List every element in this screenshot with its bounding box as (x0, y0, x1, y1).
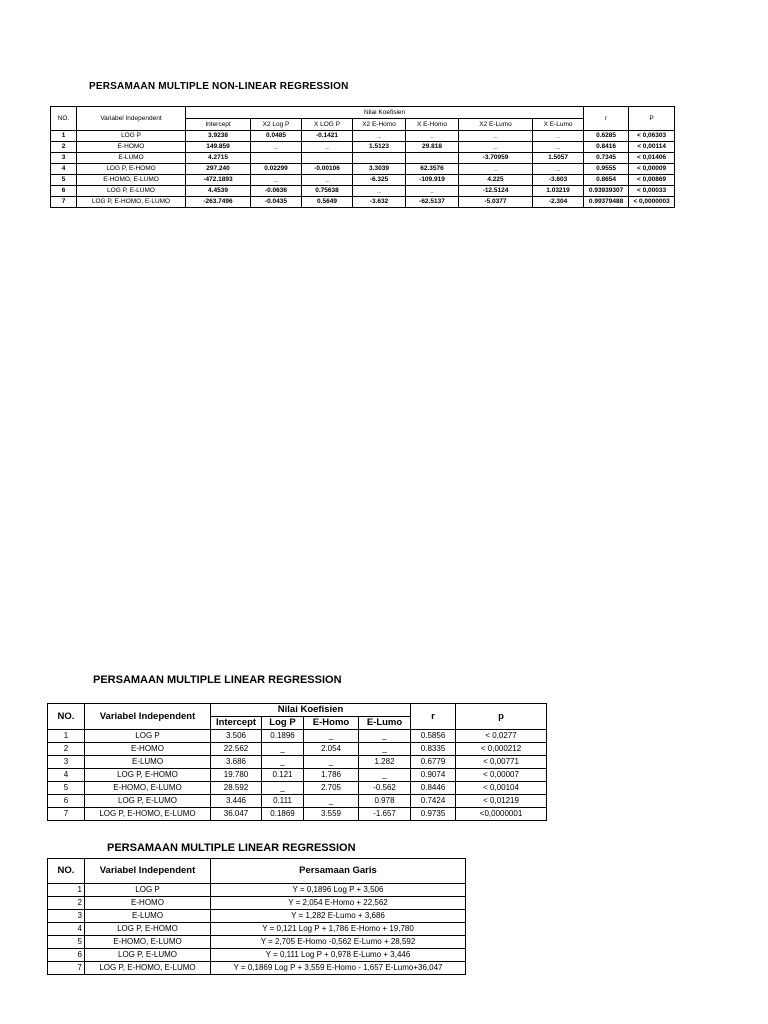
header-nilai-koefisien: Nilai Koefisien (186, 107, 584, 119)
table-cell: 0.6779 (411, 756, 456, 769)
table-cell: <0,0000001 (456, 808, 547, 821)
table-cell: 0.121 (262, 769, 304, 782)
table-row (51, 175, 675, 186)
table-cell: Y = 0,111 Log P + 0,978 E-Lumo + 3,446 (211, 949, 466, 962)
table-cell: 0.8446 (411, 782, 456, 795)
table-cell: 36.047 (211, 808, 262, 821)
table-cell: < 0,00114 (629, 142, 675, 153)
nonlinear-regression-table (50, 106, 675, 208)
table-cell: E-LUMO (85, 756, 211, 769)
header-variabel: Variabel Independent (85, 704, 211, 730)
table-cell (353, 153, 406, 164)
table-cell: 2.054 (304, 743, 359, 756)
table-cell: _ (459, 142, 533, 153)
subheader-cell: Log P (262, 717, 304, 730)
table-cell: _ (533, 164, 584, 175)
table-cell: E-LUMO (85, 910, 211, 923)
table-cell: 1.786 (304, 769, 359, 782)
table-cell: < 0,0277 (456, 730, 547, 743)
table-cell: LOG P, E-HOMO (85, 923, 211, 936)
table-cell: 4 (48, 769, 85, 782)
table-cell: 2 (48, 743, 85, 756)
table-cell: -0.1421 (302, 131, 353, 142)
table-cell (251, 153, 302, 164)
table-cell: 5 (48, 782, 85, 795)
table-cell: _ (406, 186, 459, 197)
table-cell: 1.5057 (533, 153, 584, 164)
table-cell: 0.93939307 (584, 186, 629, 197)
table-row (48, 795, 547, 808)
header-r: r (411, 704, 456, 730)
subheader-cell: X E-Homo (406, 119, 459, 131)
table-cell: -0.00106 (302, 164, 353, 175)
table-cell: 1.03219 (533, 186, 584, 197)
table-cell: 28.592 (211, 782, 262, 795)
table-cell: -0.0435 (251, 197, 302, 208)
subheader-cell: E-Lumo (359, 717, 411, 730)
subheader-cell: X2 E-Lumo (459, 119, 533, 131)
table-cell: < 0,00869 (629, 175, 675, 186)
table-cell: E-HOMO, E-LUMO (85, 936, 211, 949)
table-cell: _ (359, 743, 411, 756)
table-cell: < 0,00007 (456, 769, 547, 782)
table-cell: _ (359, 769, 411, 782)
table-cell: 2 (51, 142, 77, 153)
table-cell: 1.5123 (353, 142, 406, 153)
table-cell: LOG P, E-LUMO (77, 186, 186, 197)
table-cell: 0.7345 (584, 153, 629, 164)
table-cell: 3 (48, 756, 85, 769)
table-cell: 62.3576 (406, 164, 459, 175)
table-cell: LOG P, E-HOMO (85, 769, 211, 782)
table-cell: Y = 1,282 E-Lumo + 3,686 (211, 910, 466, 923)
table-cell: -5.0377 (459, 197, 533, 208)
header-no: NO. (48, 859, 85, 884)
table-cell: LOG P (85, 730, 211, 743)
table-cell: _ (262, 743, 304, 756)
table-cell: _ (533, 131, 584, 142)
subheader-cell: X LOG P (302, 119, 353, 131)
table-cell: -2.304 (533, 197, 584, 208)
table-cell: _ (533, 142, 584, 153)
table-row (48, 962, 466, 975)
table-cell: -0.0636 (251, 186, 302, 197)
table-cell: 0.02299 (251, 164, 302, 175)
table-row (51, 164, 675, 175)
table-cell: _ (359, 730, 411, 743)
table-cell: LOG P (85, 884, 211, 897)
table-cell: < 0,00771 (456, 756, 547, 769)
subheader-cell: Intercept (211, 717, 262, 730)
table-cell: 6 (48, 949, 85, 962)
table-cell: 4.4539 (186, 186, 251, 197)
table-cell: _ (353, 186, 406, 197)
table-cell: LOG P, E-LUMO (85, 795, 211, 808)
table-cell: 4.225 (459, 175, 533, 186)
table-row (51, 153, 675, 164)
table-cell: -62.5137 (406, 197, 459, 208)
table-row (48, 949, 466, 962)
table-cell: _ (251, 142, 302, 153)
table-row (48, 910, 466, 923)
table-cell: < 0,00104 (456, 782, 547, 795)
table-cell: -6.325 (353, 175, 406, 186)
table-cell: _ (353, 131, 406, 142)
table-cell: E-HOMO (77, 142, 186, 153)
table-cell: 0.5649 (302, 197, 353, 208)
table-row (48, 897, 466, 910)
table-row (48, 769, 547, 782)
table-cell: Y = 2,054 E-Homo + 22,562 (211, 897, 466, 910)
subheader-cell: X2 Log P (251, 119, 302, 131)
table-cell: 7 (48, 962, 85, 975)
table-cell: 1 (48, 730, 85, 743)
table-cell: 3.506 (211, 730, 262, 743)
table-cell: 3.446 (211, 795, 262, 808)
table-cell: LOG P, E-HOMO, E-LUMO (85, 962, 211, 975)
table-cell: 3 (48, 910, 85, 923)
table-row (51, 142, 675, 153)
table-cell: -1.657 (359, 808, 411, 821)
table-cell: E-LUMO (77, 153, 186, 164)
table3-title: PERSAMAAN MULTIPLE LINEAR REGRESSION (107, 842, 356, 854)
table-row (51, 131, 675, 142)
table-cell: Y = 0,121 Log P + 1,786 E-Homo + 19,780 (211, 923, 466, 936)
table-cell: 4.2715 (186, 153, 251, 164)
table1-title: PERSAMAAN MULTIPLE NON-LINEAR REGRESSION (89, 81, 349, 92)
header-p: P (629, 107, 675, 131)
table-cell: 0.978 (359, 795, 411, 808)
linear-regression-table (47, 703, 547, 821)
table-cell: 3.9238 (186, 131, 251, 142)
table-cell: 29.818 (406, 142, 459, 153)
table-cell: 0.6285 (584, 131, 629, 142)
table-cell: -472.1893 (186, 175, 251, 186)
subheader-cell: X2 E-Homo (353, 119, 406, 131)
table-cell: _ (251, 175, 302, 186)
table-row (48, 884, 466, 897)
table-cell: 0.7424 (411, 795, 456, 808)
table-cell: 19.780 (211, 769, 262, 782)
regression-equation-table (47, 858, 466, 975)
table-row (48, 808, 547, 821)
table-cell: -0.562 (359, 782, 411, 795)
table-cell: 0.9735 (411, 808, 456, 821)
table-cell (302, 153, 353, 164)
table-cell: 297.240 (186, 164, 251, 175)
table-cell: 0.8416 (584, 142, 629, 153)
table-cell: LOG P, E-HOMO, E-LUMO (77, 197, 186, 208)
table-row (51, 186, 675, 197)
table-cell: 0.9074 (411, 769, 456, 782)
table-cell: E-HOMO, E-LUMO (77, 175, 186, 186)
table-cell: E-HOMO (85, 897, 211, 910)
table-cell: 1 (51, 131, 77, 142)
table-cell: 0.8654 (584, 175, 629, 186)
table-cell: < 0,000212 (456, 743, 547, 756)
table-cell: 5 (51, 175, 77, 186)
table-cell: 0.111 (262, 795, 304, 808)
table-cell: E-HOMO, E-LUMO (85, 782, 211, 795)
table-cell: 22.562 (211, 743, 262, 756)
table-cell: < 0,00009 (629, 164, 675, 175)
header-variabel: Variabel Independent (77, 107, 186, 131)
table-cell: 0.8335 (411, 743, 456, 756)
header-no: NO. (48, 704, 85, 730)
table-cell: 0.9555 (584, 164, 629, 175)
table-cell: 7 (51, 197, 77, 208)
table-cell: Y = 0,1869 Log P + 3,559 E-Homo - 1,657 E-Lumo+36,047 (211, 962, 466, 975)
table-row (51, 197, 675, 208)
table-cell: -109.919 (406, 175, 459, 186)
table-cell (406, 153, 459, 164)
table-row (48, 730, 547, 743)
table-cell: 3.3039 (353, 164, 406, 175)
table-cell: LOG P, E-HOMO (77, 164, 186, 175)
table-cell: Y = 2,705 E-Homo -0,562 E-Lumo + 28,592 (211, 936, 466, 949)
table-cell: 6 (48, 795, 85, 808)
header-nilai-koefisien: Nilai Koefisien (211, 704, 411, 717)
table-row (48, 756, 547, 769)
table-cell: 4 (51, 164, 77, 175)
table-cell: -3.603 (533, 175, 584, 186)
table-cell: 0.1869 (262, 808, 304, 821)
table-cell: < 0,06303 (629, 131, 675, 142)
table-cell: 0.75638 (302, 186, 353, 197)
table-cell: -12.5124 (459, 186, 533, 197)
table-cell: 2.705 (304, 782, 359, 795)
table-cell: _ (304, 795, 359, 808)
table-cell: _ (304, 756, 359, 769)
header-r: r (584, 107, 629, 131)
table-cell: _ (262, 756, 304, 769)
table-cell: 1 (48, 884, 85, 897)
subheader-cell: X E-Lumo (533, 119, 584, 131)
table-cell: 1.282 (359, 756, 411, 769)
table-cell: 3.686 (211, 756, 262, 769)
table-row (48, 936, 466, 949)
table-cell: _ (302, 175, 353, 186)
subheader-cell: E-Homo (304, 717, 359, 730)
table-cell: < 0,00033 (629, 186, 675, 197)
table-cell: 5 (48, 936, 85, 949)
header-p: p (456, 704, 547, 730)
header-no: NO. (51, 107, 77, 131)
table-cell: 4 (48, 923, 85, 936)
table-cell: < 0,0000003 (629, 197, 675, 208)
table-cell: 0.99379488 (584, 197, 629, 208)
table2-title: PERSAMAAN MULTIPLE LINEAR REGRESSION (93, 674, 342, 686)
table-row (48, 782, 547, 795)
table-row (48, 743, 547, 756)
table-cell: LOG P, E-HOMO, E-LUMO (85, 808, 211, 821)
table-cell: _ (406, 131, 459, 142)
table-cell: < 0,01219 (456, 795, 547, 808)
table-row (48, 923, 466, 936)
table-cell: _ (459, 131, 533, 142)
table-cell: _ (302, 142, 353, 153)
table-cell: -3.632 (353, 197, 406, 208)
table-cell: LOG P, E-LUMO (85, 949, 211, 962)
header-persamaan-garis: Persamaan Garis (211, 859, 466, 884)
table-cell: 2 (48, 897, 85, 910)
table-cell: 149.859 (186, 142, 251, 153)
header-variabel: Variabel Independent (85, 859, 211, 884)
table-cell: E-HOMO (85, 743, 211, 756)
table-cell: Y = 0,1896 Log P + 3,506 (211, 884, 466, 897)
table-cell: _ (262, 782, 304, 795)
table-cell: 0.1896 (262, 730, 304, 743)
table-cell: 3.559 (304, 808, 359, 821)
table-cell: LOG P (77, 131, 186, 142)
table-cell: _ (304, 730, 359, 743)
table-cell: 7 (48, 808, 85, 821)
table-cell: _ (459, 164, 533, 175)
table-cell: 3 (51, 153, 77, 164)
table-cell: -3.70959 (459, 153, 533, 164)
table-cell: 6 (51, 186, 77, 197)
table-cell: 0.0485 (251, 131, 302, 142)
subheader-cell: Intercept (186, 119, 251, 131)
table-cell: < 0,01406 (629, 153, 675, 164)
table-cell: 0.5856 (411, 730, 456, 743)
table-cell: -263.7496 (186, 197, 251, 208)
